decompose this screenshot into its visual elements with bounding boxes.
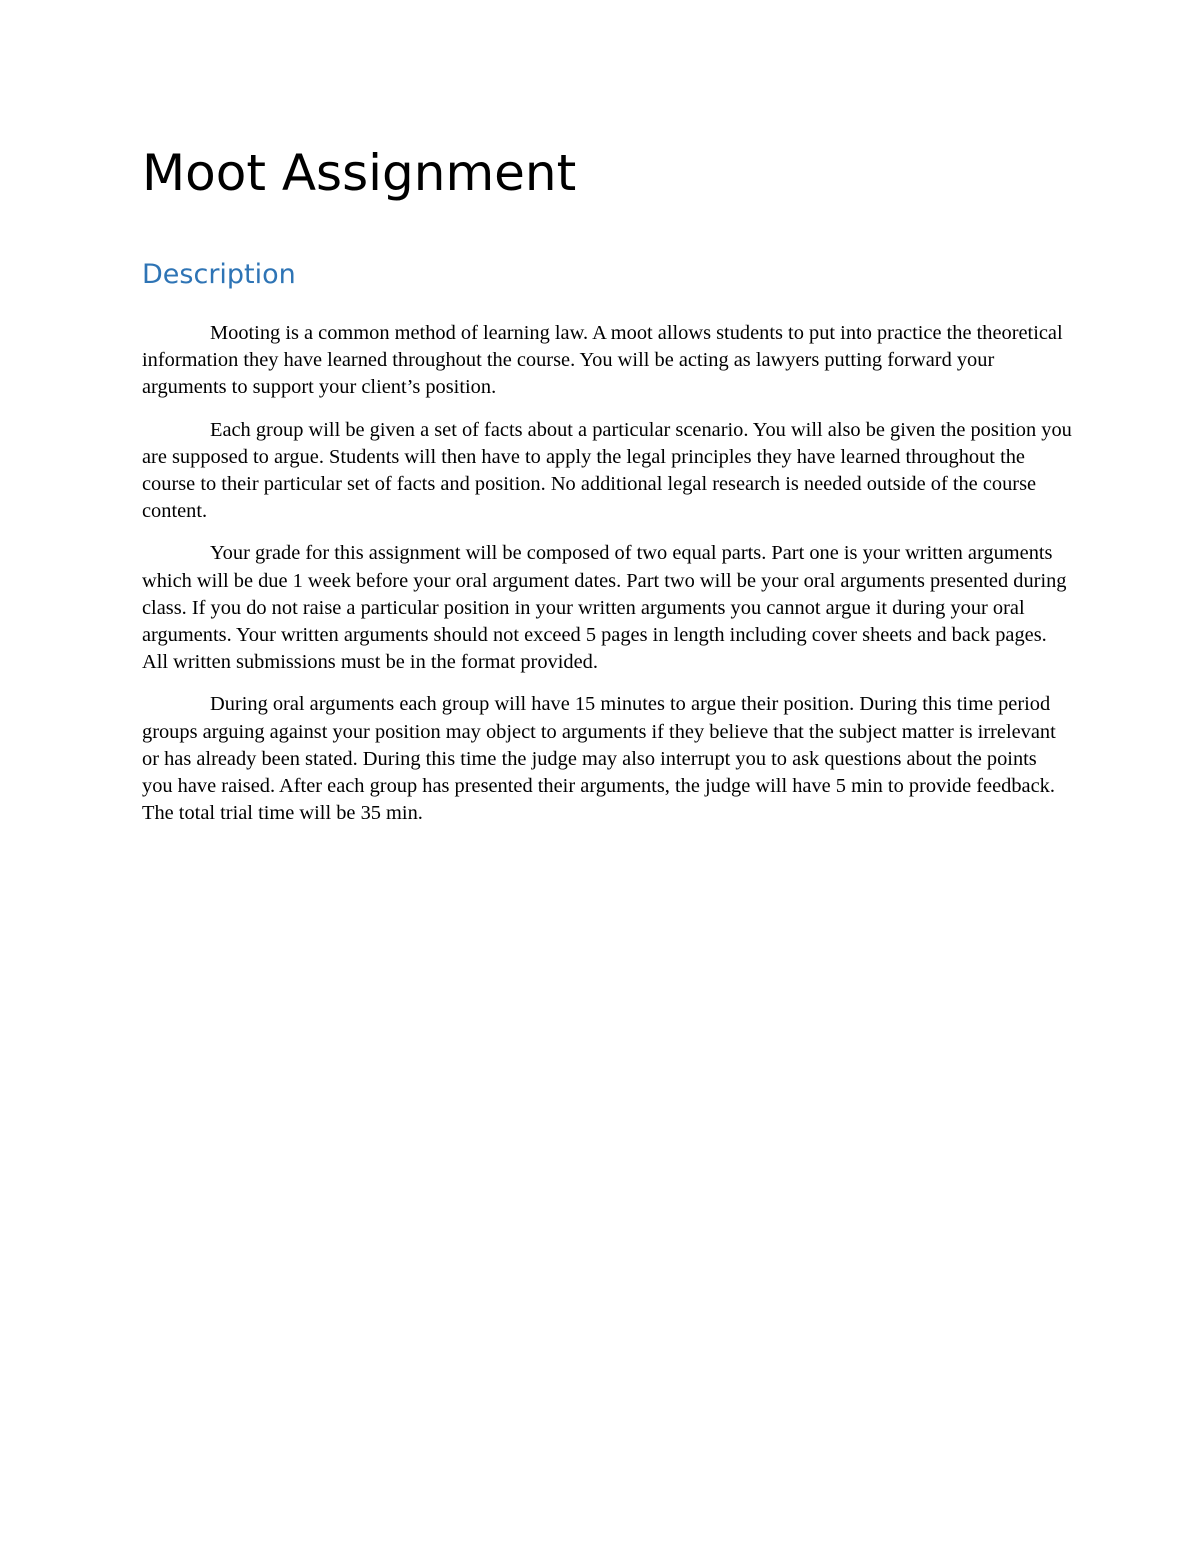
paragraph: Each group will be given a set of facts about a particular scenario. You will also be given the position you are supposed to argue. Students will then have to apply the legal principles they have learned throughout the course to their particular set of facts and position. No additional legal research is needed outside of the course content. bbox=[142, 418, 1072, 523]
document-title: Moot Assignment bbox=[142, 144, 577, 202]
document-body bbox=[142, 320, 1072, 842]
paragraph: During oral arguments each group will have 15 minutes to argue their position. During this time period groups arguing against your position may object to arguments if they believe that the subject matter is irrelevant or has already been stated. During this time the judge may also interrupt you to ask questions about the points you have raised. After each group has presented their arguments, the judge will have 5 min to provide feedback. The total trial time will be 35 min. bbox=[142, 693, 1056, 825]
paragraph: Mooting is a common method of learning law. A moot allows students to put into practice the theoretical information they have learned throughout the course. You will be acting as lawyers putting forward your arguments to support your client’s position. bbox=[142, 322, 1063, 399]
section-heading-description: Description bbox=[142, 259, 296, 290]
paragraph: Your grade for this assignment will be composed of two equal parts. Part one is your written arguments which will be due 1 week before your oral argument dates. Part two will be your oral arguments presented during class. If you do not raise a particular position in your written arguments you cannot argue it during your oral arguments. Your written arguments should not exceed 5 pages in length including cover sheets and back pages. All written submissions must be in the format provided. bbox=[142, 542, 1067, 674]
